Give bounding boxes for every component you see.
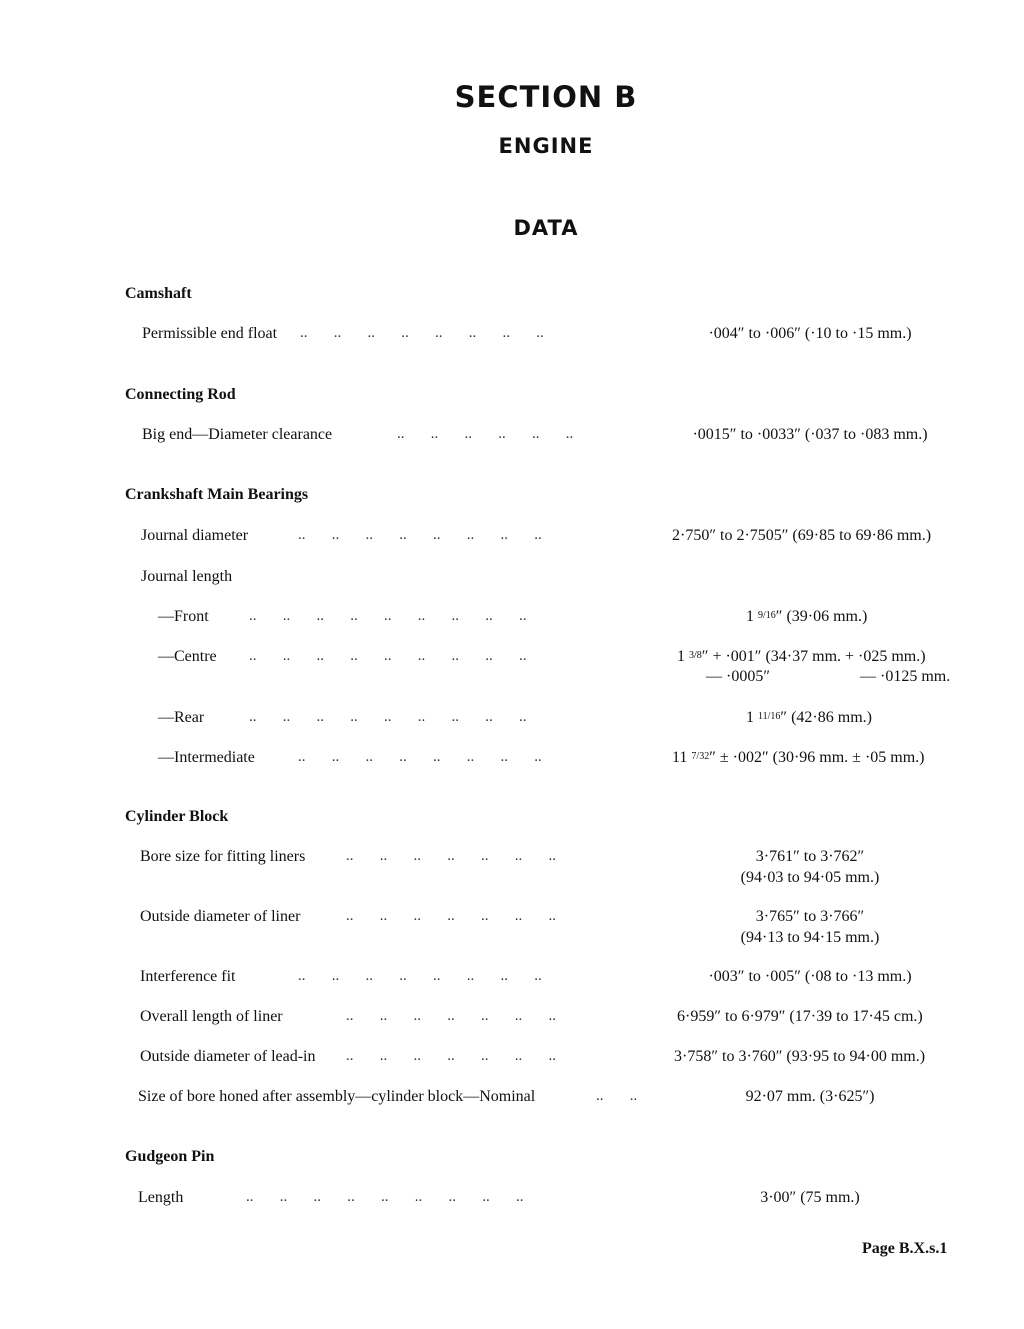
front-label: —Front xyxy=(158,608,209,625)
intermediate-value: 11 $^{7/32}$″ ± ·002″ (30·96 mm. ± ·05 mm.) xyxy=(672,749,925,766)
row-journal-diameter xyxy=(0,527,1024,567)
leader-dots: .. .. .. .. .. .. .. xyxy=(346,848,556,864)
cylinder-block-heading: Cylinder Block xyxy=(125,808,229,825)
data-heading: DATA xyxy=(513,216,579,240)
liner-od-label: Outside diameter of liner xyxy=(140,908,301,925)
leader-dots: .. .. .. .. .. .. .. .. .. xyxy=(249,709,527,725)
centre-minus-mm: — ·0125 mm. xyxy=(860,668,951,685)
interference-label: Interference fit xyxy=(140,968,236,985)
camshaft-heading: Camshaft xyxy=(125,285,192,302)
page-number: Page B.X.s.1 xyxy=(862,1240,948,1257)
leader-dots: .. .. .. .. .. .. .. .. xyxy=(298,527,542,543)
interference-value: ·003″ to ·005″ (·08 to ·13 mm.) xyxy=(708,968,912,985)
crankshaft-heading: Crankshaft Main Bearings xyxy=(125,486,309,503)
leader-dots: .. .. .. .. .. .. .. .. xyxy=(300,325,544,341)
row-rear xyxy=(0,709,1024,749)
bore-size-value-2: (94·03 to 94·05 mm.) xyxy=(740,869,880,886)
row-journal-length xyxy=(0,568,1024,608)
row-honed-bore xyxy=(0,1088,1024,1128)
row-centre xyxy=(0,648,1024,698)
journal-diameter-label: Journal diameter xyxy=(141,527,249,544)
row-end-float xyxy=(0,325,1024,365)
leader-dots: .. .. .. .. .. .. .. .. .. xyxy=(249,608,527,624)
leader-dots: .. .. .. .. .. .. .. .. .. xyxy=(249,648,527,664)
row-big-end xyxy=(0,426,1024,466)
section-subtitle: ENGINE xyxy=(498,134,594,158)
big-end-label: Big end—Diameter clearance xyxy=(142,426,333,443)
gudgeon-length-label: Length xyxy=(138,1189,184,1206)
liner-od-value-2: (94·13 to 94·15 mm.) xyxy=(740,929,880,946)
row-lead-in xyxy=(0,1048,1024,1088)
big-end-value: ·0015″ to ·0033″ (·037 to ·083 mm.) xyxy=(692,426,928,443)
lead-in-label: Outside diameter of lead-in xyxy=(140,1048,316,1065)
bore-size-label: Bore size for fitting liners xyxy=(140,848,306,865)
end-float-label: Permissible end float xyxy=(142,325,278,342)
leader-dots: .. .. .. .. .. .. .. .. xyxy=(298,749,542,765)
end-float-value: ·004″ to ·006″ (·10 to ·15 mm.) xyxy=(708,325,912,342)
row-gudgeon-length xyxy=(0,1189,1024,1229)
row-front xyxy=(0,608,1024,648)
liner-length-label: Overall length of liner xyxy=(140,1008,283,1025)
rear-label: —Rear xyxy=(158,709,205,726)
rear-value: 1 $^{11/16}$″ (42·86 mm.) xyxy=(746,709,872,726)
leader-dots: .. .. .. .. .. .. .. xyxy=(346,1048,556,1064)
row-liner-length xyxy=(0,1008,1024,1048)
centre-label: —Centre xyxy=(158,648,217,665)
lead-in-value: 3·758″ to 3·760″ (93·95 to 94·00 mm.) xyxy=(674,1048,926,1065)
leader-dots: .. .. .. .. .. .. .. xyxy=(346,908,556,924)
row-intermediate xyxy=(0,749,1024,789)
row-bore-size xyxy=(0,848,1024,898)
gudgeon-length-value: 3·00″ (75 mm.) xyxy=(760,1189,860,1206)
gudgeon-pin-heading: Gudgeon Pin xyxy=(125,1148,215,1165)
journal-length-label: Journal length xyxy=(141,568,233,585)
intermediate-label: —Intermediate xyxy=(158,749,255,766)
leader-dots: .. .. .. .. .. .. .. .. .. xyxy=(246,1189,524,1205)
front-value: 1 $^{9/16}$″ (39·06 mm.) xyxy=(746,608,868,625)
section-title: SECTION B xyxy=(454,80,638,114)
liner-od-value-1: 3·765″ to 3·766″ xyxy=(755,908,865,925)
leader-dots: .. .. .. .. .. .. .. xyxy=(346,1008,556,1024)
honed-bore-value: 92·07 mm. (3·625″) xyxy=(745,1088,875,1105)
centre-minus-inch: — ·0005″ xyxy=(706,668,770,685)
centre-value: 1 $^{3/8}$″ + ·001″ (34·37 mm. + ·025 mm.) xyxy=(677,648,926,665)
leader-dots: .. .. .. .. .. .. .. .. xyxy=(298,968,542,984)
leader-dots: .. .. .. .. .. .. xyxy=(397,426,574,442)
liner-length-value: 6·959″ to 6·979″ (17·39 to 17·45 cm.) xyxy=(677,1008,923,1025)
row-interference xyxy=(0,968,1024,1008)
row-liner-od xyxy=(0,908,1024,958)
journal-diameter-value: 2·750″ to 2·7505″ (69·85 to 69·86 mm.) xyxy=(672,527,932,544)
bore-size-value-1: 3·761″ to 3·762″ xyxy=(755,848,865,865)
honed-bore-label: Size of bore honed after assembly—cylinder block—Nominal xyxy=(138,1088,536,1105)
leader-dots: .. .. xyxy=(596,1088,638,1104)
connecting-rod-heading: Connecting Rod xyxy=(125,386,236,403)
